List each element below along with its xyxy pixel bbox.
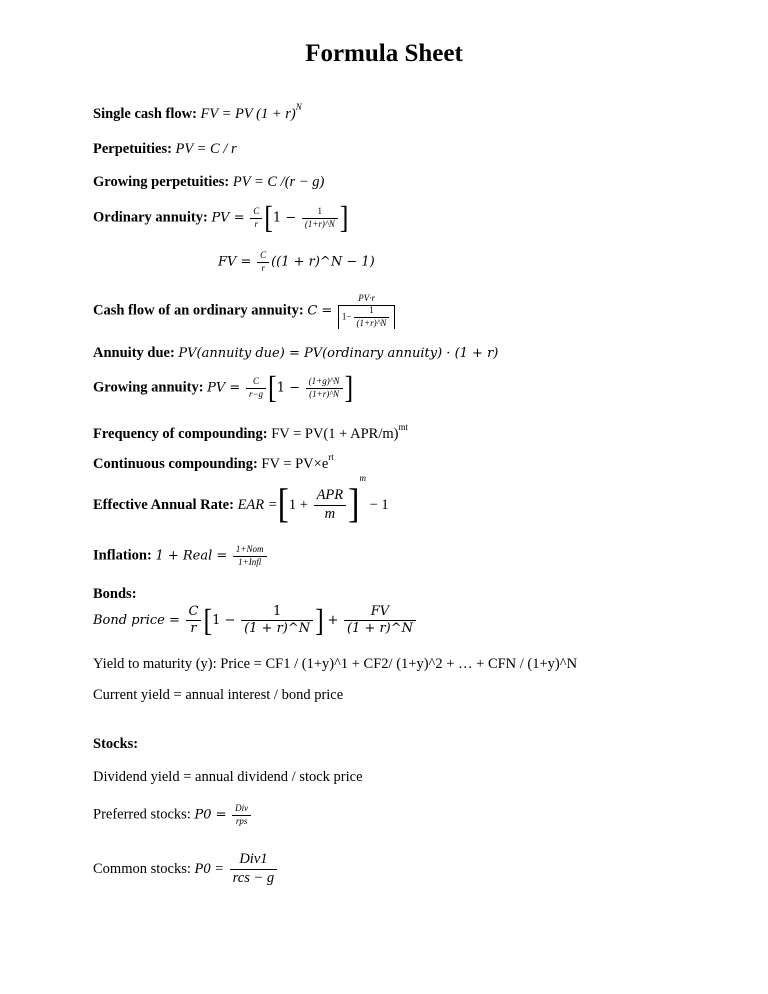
single-cash-flow-label: Single cash flow: [93,106,197,122]
frequency-compounding-exp: mt [398,422,408,432]
effective-annual-rate-one-plus: 1 + [288,496,308,513]
common-stocks-label: Common stocks: [93,860,191,877]
frequency-compounding-label: Frequency of compounding: [93,426,268,442]
perpetuities-expr: PV = C / r [175,141,237,157]
dividend-yield: Dividend yield = annual dividend / stock price [93,769,363,785]
bond-price-r: r [190,621,197,637]
preferred-stocks-formula [93,804,253,827]
continuous-compounding-exp: rt [328,452,334,462]
common-stocks-den: rcs − g [232,869,275,886]
effective-annual-rate-lhs: EAR = [237,496,278,513]
inflation-den: 1+Infl [238,556,262,567]
ordinary-annuity-fv-c: C [257,251,269,263]
cash-flow-ordinary-annuity-formula [93,294,397,329]
inflation-num: 1+Nom [233,545,267,557]
effective-annual-rate-tail: − 1 [369,496,389,513]
bond-price-plus: + [327,613,339,629]
cash-flow-ordinary-annuity-num: PV·r [338,294,395,306]
growing-perpetuities-formula [93,175,324,190]
bond-price-den2: (1 + r)^N [346,621,414,637]
effective-annual-rate-den: m [324,505,336,522]
common-stocks-lhs: P0 = [194,860,225,877]
growing-annuity-den: (1+r)^N [309,388,339,399]
yield-to-maturity: Yield to maturity (y): Price = CF1 / (1+y)^1 + CF2/ (1+y)^2 + … + CFN / (1+y)^N [93,656,578,672]
ordinary-annuity-c: C [250,207,262,219]
common-stocks-formula [93,852,279,887]
cash-flow-ordinary-annuity-den-one: 1− [341,311,352,322]
growing-annuity-one-minus: 1 − [276,380,300,396]
cash-flow-ordinary-annuity-label: Cash flow of an ordinary annuity: [93,302,304,319]
growing-annuity-num: (1+g)^N [306,377,343,389]
bonds-heading: Bonds: [93,586,137,602]
current-yield: Current yield = annual interest / bond price [93,687,344,703]
frequency-compounding-formula [93,422,408,442]
annuity-due-label: Annuity due: [93,345,175,361]
effective-annual-rate-exp: m [359,473,366,483]
effective-annual-rate-num: APR [314,488,347,506]
cash-flow-ordinary-annuity-den-den: (1+r)^N [356,317,387,328]
ordinary-annuity-one-minus: 1 − [272,210,297,226]
growing-annuity-rg: r−g [248,388,264,399]
perpetuities-formula [93,142,237,157]
growing-perpetuities-expr: PV = C /(r − g) [232,174,325,190]
ordinary-annuity-fv-formula [218,251,375,274]
effective-annual-rate-label: Effective Annual Rate: [93,496,234,513]
ordinary-annuity-fv-body: ((1 + r)^N − 1) [271,254,375,270]
ordinary-annuity-num1: 1 [302,207,338,219]
single-cash-flow-expr: FV = PV (1 + r) [200,106,296,122]
bond-price-lhs: Bond price = [93,613,180,629]
continuous-compounding-label: Continuous compounding: [93,456,258,472]
common-stocks-num: Div1 [230,852,277,870]
cash-flow-ordinary-annuity-den-num: 1 [354,306,390,318]
frequency-compounding-expr: FV = PV(1 + APR/m) [271,426,399,442]
growing-annuity-label: Growing annuity: [93,379,204,396]
single-cash-flow-formula [93,102,302,122]
annuity-due-formula [93,346,498,361]
bond-price-c: C [186,605,202,621]
stocks-heading: Stocks: [93,736,139,752]
annuity-due-expr: PV(annuity due) = PV(ordinary annuity) · (1 + r) [178,346,499,361]
ordinary-annuity-den1: (1+r)^N [304,218,335,229]
bond-price-formula: Bond price = $\frac{C}{r}$ [1 − $\frac{1}{(1 + r)\^{}N}$ ] + $\frac{FV}{(1 + r)\^{}N}$ [93,605,418,637]
growing-perpetuities-label: Growing perpetuities: [93,174,230,190]
perpetuities-label: Perpetuities: [93,141,172,157]
ordinary-annuity-r: r [254,218,258,229]
ordinary-annuity-label: Ordinary annuity: [93,209,208,226]
preferred-stocks-num: Div [232,804,251,816]
ordinary-annuity-fv-r: r [261,262,265,273]
bond-price-one-minus: 1 − [212,613,236,629]
growing-annuity-c: C [246,377,266,389]
bond-price-num1: 1 [241,605,313,621]
page-title: Formula Sheet [305,40,463,67]
ordinary-annuity-formula: Ordinary annuity: PV = $\frac{C}{r}$ [1 − $\frac{1}{(1+r)\^{}N}$ ] [93,200,349,235]
preferred-stocks-den: rps [235,815,248,826]
effective-annual-rate-formula: Effective Annual Rate: EAR =[1 + $\frac{\text{APR}}{m}$ ]$^m$ − 1 [93,473,389,528]
continuous-compounding-formula [93,452,334,472]
growing-annuity-formula: Growing annuity: PV = $\frac{C}{r-g}$ [1 − $\frac{(1+g)\^{}N}{(1+r)\^{}N}$ ] [93,370,354,405]
bond-price-num2: FV [344,605,416,621]
inflation-label: Inflation: [93,547,152,564]
ordinary-annuity-lhs: PV = [211,210,245,226]
single-cash-flow-exp: N [295,102,302,112]
inflation-lhs: 1 + Real = [155,548,228,564]
cash-flow-ordinary-annuity-lhs: C = [307,303,333,319]
preferred-stocks-label: Preferred stocks: [93,806,191,823]
inflation-formula [93,545,269,568]
growing-annuity-lhs: PV = [207,380,241,396]
preferred-stocks-lhs: P0 = [194,807,227,823]
ordinary-annuity-fv-lhs: FV = [218,254,252,270]
continuous-compounding-expr: FV = PV×e [261,456,329,472]
bond-price-den1: (1 + r)^N [244,621,311,637]
